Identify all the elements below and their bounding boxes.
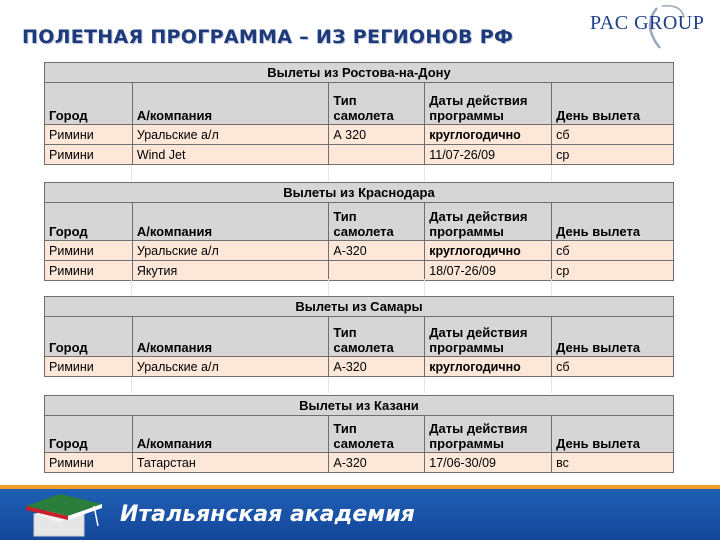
col-header-aircraft: Тип самолета	[329, 203, 425, 241]
col-header-day: День вылета	[552, 203, 674, 241]
logo-text: PAC GROUP	[590, 12, 705, 34]
cell-airline: Татарстан	[132, 453, 329, 473]
table-row	[45, 241, 674, 261]
table-row	[45, 125, 674, 145]
col-header-city: Город	[45, 83, 133, 125]
table-title: Вылеты из Казани	[45, 396, 674, 416]
cell-dates: 11/07-26/09	[425, 145, 552, 165]
col-header-aircraft: Тип самолета	[329, 317, 425, 357]
cell-dates: круглогодично	[425, 241, 552, 261]
col-header-city: Город	[45, 203, 133, 241]
cell-city: Римини	[45, 261, 133, 281]
col-header-airline: А/компания	[132, 83, 329, 125]
col-header-airline: А/компания	[132, 416, 329, 453]
col-header-day: День вылета	[552, 317, 674, 357]
cell-aircraft	[329, 261, 425, 281]
table-title: Вылеты из Краснодара	[45, 183, 674, 203]
cell-city: Римини	[45, 357, 133, 377]
cell-airline: Wind Jet	[132, 145, 329, 165]
page-title: ПОЛЕТНАЯ ПРОГРАММА – ИЗ РЕГИОНОВ РФ	[22, 26, 514, 48]
cell-city: Римини	[45, 125, 133, 145]
cell-dates: круглогодично	[425, 357, 552, 377]
table-row	[45, 261, 674, 281]
table-rostov	[44, 62, 674, 165]
col-header-aircraft: Тип самолета	[329, 416, 425, 453]
table-title: Вылеты из Самары	[45, 297, 674, 317]
col-header-airline: А/компания	[132, 203, 329, 241]
pac-group-logo	[562, 4, 712, 54]
table-samara	[44, 296, 674, 377]
cell-aircraft	[329, 145, 425, 165]
spacer-grid	[44, 279, 674, 295]
cell-day: сб	[552, 241, 674, 261]
cell-aircraft: А-320	[329, 241, 425, 261]
col-header-airline: А/компания	[132, 317, 329, 357]
table-krasnodar	[44, 182, 674, 281]
col-header-city: Город	[45, 416, 133, 453]
col-header-dates: Даты действия программы	[425, 416, 552, 453]
table-row	[45, 357, 674, 377]
cell-aircraft: А-320	[329, 357, 425, 377]
cell-day: сб	[552, 357, 674, 377]
cell-aircraft: А 320	[329, 125, 425, 145]
cell-city: Римини	[45, 145, 133, 165]
cell-city: Римини	[45, 241, 133, 261]
col-header-day: День вылета	[552, 83, 674, 125]
cell-aircraft: А-320	[329, 453, 425, 473]
table-kazan	[44, 395, 674, 473]
spacer-grid	[44, 165, 674, 181]
footer-brand: Итальянская академия	[120, 502, 415, 527]
cell-city: Римини	[45, 453, 133, 473]
table-title: Вылеты из Ростова-на-Дону	[45, 63, 674, 83]
col-header-dates: Даты действия программы	[425, 83, 552, 125]
cell-day: ср	[552, 145, 674, 165]
cell-dates: 18/07-26/09	[425, 261, 552, 281]
cell-airline: Уральские а/л	[132, 241, 329, 261]
cell-airline: Якутия	[132, 261, 329, 281]
cell-day: вс	[552, 453, 674, 473]
table-row	[45, 453, 674, 473]
cell-airline: Уральские а/л	[132, 357, 329, 377]
table-row	[45, 145, 674, 165]
cell-dates: круглогодично	[425, 125, 552, 145]
spacer-grid	[44, 377, 674, 393]
col-header-city: Город	[45, 317, 133, 357]
graduation-cap-icon	[24, 492, 104, 540]
cell-dates: 17/06-30/09	[425, 453, 552, 473]
cell-airline: Уральские а/л	[132, 125, 329, 145]
cell-day: сб	[552, 125, 674, 145]
col-header-dates: Даты действия программы	[425, 317, 552, 357]
col-header-day: День вылета	[552, 416, 674, 453]
col-header-aircraft: Тип самолета	[329, 83, 425, 125]
cell-day: ср	[552, 261, 674, 281]
col-header-dates: Даты действия программы	[425, 203, 552, 241]
